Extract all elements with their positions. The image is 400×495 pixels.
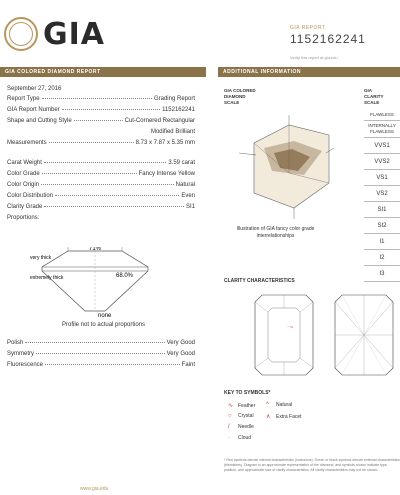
crystal-icon: ○	[228, 413, 232, 419]
feather-icon: ∿	[228, 403, 234, 409]
gia-logo	[4, 14, 114, 54]
report-number: 1152162241	[290, 32, 366, 46]
symbols-disclaimer: * Red symbols denote internal characteristics (inclusions). Green or black symbols denote external characteristics (blemishes). Diagram is an approximate representation of the diamond, and symbols shown indicate type, position, and approximate size of clarity characteristics. All clarity characteristics may not be shown.	[224, 458, 400, 472]
natural-icon: ^	[266, 402, 269, 408]
girdle-bottom-label: extremely thick	[30, 275, 64, 281]
needle-icon: /	[228, 424, 230, 430]
crown-plot	[254, 294, 314, 376]
pavilion-plot	[334, 294, 394, 376]
illustration-note: Illustration of GIA fancy color grade interrelationships	[236, 226, 315, 239]
detail-row-sub: Modified Brilliant	[150, 129, 195, 135]
report-date: September 27, 2016	[7, 86, 62, 92]
clarity-characteristics-heading: CLARITY CHARACTERISTICS	[224, 278, 295, 284]
clarity-grade: VS1	[364, 170, 400, 186]
clarity-grade: VVS2	[364, 154, 400, 170]
clarity-scale-heading: GIA CLARITY SCALE	[364, 88, 384, 105]
report-label: GIA REPORT	[290, 25, 326, 31]
detail-row: Report Type Grading Report	[7, 96, 195, 102]
gia-seal-icon	[4, 17, 38, 51]
svg-text:~ o: ~ o	[287, 324, 293, 329]
detail-row: Symmetry Very Good	[7, 351, 195, 357]
key-symbol-item: · Cloud	[228, 435, 252, 441]
clarity-grade: VS2	[364, 186, 400, 202]
detail-row: GIA Report Number 1152162241	[7, 107, 195, 113]
cloud-icon: ·	[228, 435, 230, 441]
grading-details	[7, 86, 195, 226]
profile-note: Profile not to actual proportions	[62, 322, 146, 328]
detail-row: Polish Very Good	[7, 340, 195, 346]
verify-link[interactable]: Verify this report at gia.edu	[290, 55, 338, 60]
left-section-title: GIA COLORED DIAMOND REPORT	[0, 67, 206, 77]
report-header	[290, 25, 366, 60]
clarity-grade: SI1	[364, 202, 400, 218]
detail-row: Fluorescence Faint	[7, 362, 195, 368]
key-symbol-item: ∿ Feather	[228, 402, 256, 409]
girdle-top-label: very thick	[30, 255, 52, 261]
clarity-scale	[364, 88, 400, 282]
key-symbol-item: ○ Crystal	[228, 413, 254, 419]
detail-row: Clarity Grade SI1	[7, 204, 195, 210]
detail-row: Shape and Cutting Style Cut-Cornered Rectangular	[7, 118, 195, 124]
key-symbol-item: / Needle	[228, 424, 254, 430]
key-symbol-item: ^ Natural	[266, 402, 293, 408]
logo-text: GIA	[43, 16, 106, 52]
clarity-grade: I3	[364, 266, 400, 282]
detail-row: Color Distribution Even	[7, 193, 195, 199]
right-section-title: ADDITIONAL INFORMATION	[218, 67, 400, 77]
clarity-grade: INTERNALLY FLAWLESS	[364, 121, 400, 138]
detail-row: Carat Weight 3.59 carat	[7, 160, 195, 166]
depth-percentage: 68.0%	[116, 273, 134, 279]
proportions-label: Proportions:	[7, 215, 40, 221]
clarity-grade: SI2	[364, 218, 400, 234]
website-footer[interactable]: www.gia.edu	[80, 486, 109, 492]
clarity-grade: I2	[364, 250, 400, 266]
clarity-grade: FLAWLESS	[364, 110, 400, 121]
table-percentage: 71%	[88, 247, 102, 252]
measurements-row: Measurements 8.73 x 7.87 x 5.35 mm	[7, 140, 195, 146]
detail-row: Color Origin Natural	[7, 182, 195, 188]
key-to-symbols-heading: KEY TO SYMBOLS*	[224, 390, 271, 396]
proportions-diagram	[30, 247, 160, 317]
culet-label: none	[98, 313, 112, 317]
finish-details	[7, 340, 195, 373]
clarity-grade: VVS1	[364, 138, 400, 154]
color-scale-illustration	[234, 113, 344, 223]
key-symbol-item: ∧ Extra Facet	[266, 413, 302, 420]
clarity-grade: I1	[364, 234, 400, 250]
extra-facet-icon: ∧	[266, 414, 271, 420]
detail-row: Color Grade Fancy Intense Yellow	[7, 171, 195, 177]
color-scale-heading: GIA COLORED DIAMOND SCALE	[224, 88, 256, 105]
